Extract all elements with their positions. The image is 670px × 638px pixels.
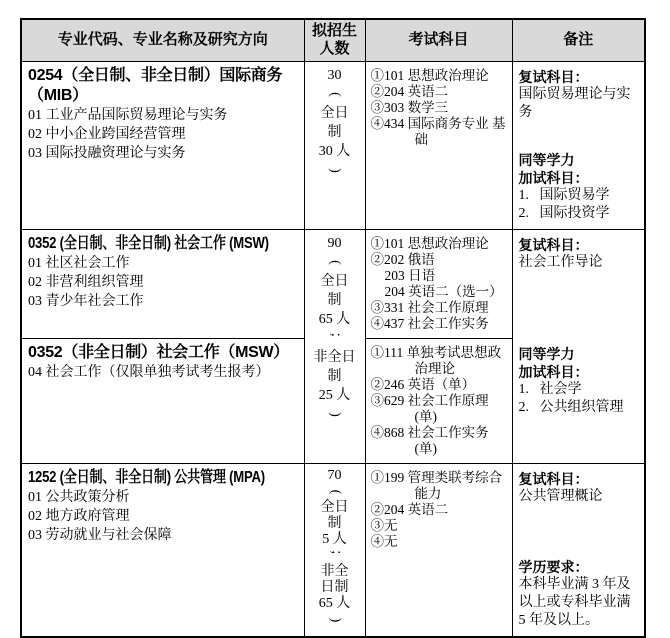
quota-cell-mib <box>304 61 365 229</box>
additional-test-label: 加试科目： <box>518 169 589 186</box>
program-cell-msw <box>21 229 304 338</box>
retest-label: 复试科目： <box>518 236 589 253</box>
program-title-mib: 0254（全日制、非全日制）国际商务（MIB） <box>28 66 283 104</box>
header-exams-column: 考试科目 <box>365 19 512 61</box>
table-header-row <box>21 19 645 61</box>
exam-subject: ③无 <box>370 517 398 533</box>
exam-subject: ②204 英语二 <box>370 83 449 99</box>
quota-line: 全日 <box>320 105 349 121</box>
remarks-cell-mib <box>512 61 645 229</box>
direction-item: 02 地方政府管理 <box>28 508 130 524</box>
direction-item: 02 中小企业跨国经营管理 <box>28 126 186 142</box>
program-title-msw <box>28 234 298 254</box>
exam-subject: ④434 国际商务专业 基础 <box>370 115 506 147</box>
exam-subject: ③629 社会工作原理(单) <box>370 392 489 424</box>
direction-item: 03 国际投融资理论与实务 <box>28 145 186 161</box>
quota-line: 制 <box>327 124 342 140</box>
additional-test-item: 2. 国际投资学 <box>518 205 610 221</box>
program-title-text: 0352 (全日制、非全日制) 社会工作 (MSW) <box>28 234 269 252</box>
exam-subject: ④437 社会工作实务 <box>370 315 489 331</box>
exam-subject: ③331 社会工作原理 <box>370 299 489 315</box>
header-remarks-column: 备注 <box>512 19 645 61</box>
program-cell-mpa <box>21 463 304 637</box>
remarks-cell-mpa <box>512 463 645 637</box>
table-row-mpa <box>21 463 645 637</box>
additional-test-label: 加试科目： <box>518 363 589 380</box>
vertical-paren-open: ( <box>327 91 342 97</box>
exams-cell-mib <box>365 61 512 229</box>
quota-line: 日制 <box>320 579 349 595</box>
education-requirement-text: 本科毕业满 3 年及以上或专科毕业满 5 年及以上。 <box>518 576 634 628</box>
retest-subject: 公共管理概论 <box>518 488 603 504</box>
quota-line: 非全 <box>320 563 349 579</box>
admissions-table <box>20 18 646 638</box>
quota-line: 制 <box>327 368 342 384</box>
exam-subject: ①101 思想政治理论 <box>370 67 489 83</box>
additional-test-item: 1. 社会学 <box>518 381 582 397</box>
direction-item: 03 青少年社会工作 <box>28 293 144 309</box>
direction-item: 02 非营利组织管理 <box>28 274 144 290</box>
vertical-paren-close: ) <box>327 617 343 622</box>
quota-line: 制 <box>327 515 342 531</box>
quota-line: 制 <box>327 292 342 308</box>
exams-cell-msw-parttime <box>365 338 512 463</box>
exam-subject: ②204 英语二 <box>370 501 449 517</box>
vertical-semicolon: ； <box>327 331 342 345</box>
exam-subject: ③303 数学三 <box>370 99 449 115</box>
quota-line: 全日 <box>320 499 349 515</box>
quota-line: 65 人 <box>318 595 351 611</box>
direction-item: 01 社区社会工作 <box>28 255 130 271</box>
exam-subject: ①199 管理类联考综合 能力 <box>370 469 503 501</box>
direction-item: 03 劳动就业与社会保障 <box>28 527 172 543</box>
retest-label: 复试科目： <box>518 470 589 487</box>
program-title-mpa <box>28 468 298 488</box>
education-requirement-label: 学历要求： <box>518 558 589 575</box>
exam-subject-option: 203 日语 <box>384 267 436 283</box>
direction-item: 01 工业产品国际贸易理论与实务 <box>28 107 228 123</box>
retest-label: 复试科目： <box>518 68 589 85</box>
vertical-paren-open: ( <box>327 259 342 265</box>
header-quota-line2: 人数 <box>319 40 350 58</box>
quota-cell-msw <box>304 229 365 463</box>
direction-item: 01 公共政策分析 <box>28 489 130 505</box>
table-row-mib <box>21 61 645 229</box>
program-title-text: 1252 (全日制、非全日制) 公共管理 (MPA) <box>28 468 265 486</box>
vertical-paren-open: ( <box>327 489 343 494</box>
quota-line: 非全日 <box>313 349 356 365</box>
equivalency-label: 同等学力 <box>518 151 575 168</box>
table-row-msw <box>21 229 645 338</box>
quota-total: 30 <box>327 67 342 83</box>
retest-subject: 社会工作导论 <box>518 254 603 270</box>
quota-line: 25 人 <box>318 387 351 403</box>
quota-line: 30 人 <box>318 143 351 159</box>
additional-test-item: 1. 国际贸易学 <box>518 187 610 203</box>
additional-test-item: 2. 公共组织管理 <box>518 399 624 415</box>
equivalency-label: 同等学力 <box>518 345 575 362</box>
exam-subject: ①101 思想政治理论 <box>370 235 489 251</box>
exam-subject: ①111 单独考试思想政治理论 <box>370 344 502 376</box>
remarks-cell-msw <box>512 229 645 463</box>
exam-subject: ②202 俄语 <box>370 251 435 267</box>
quota-line: 5 人 <box>322 531 347 547</box>
quota-total: 90 <box>327 235 342 251</box>
exam-subject: ②246 英语（单） <box>370 376 476 392</box>
exam-subject: ④868 社会工作实务(单) <box>370 424 489 456</box>
direction-item: 04 社会工作（仅限单独考试考生报考） <box>28 364 270 380</box>
vertical-semicolon: ； <box>327 548 343 563</box>
header-program-column: 专业代码、专业名称及研究方向 <box>21 19 304 61</box>
quota-cell-mpa <box>304 463 365 637</box>
vertical-paren-close: ) <box>327 411 342 417</box>
quota-total: 70 <box>327 467 342 483</box>
retest-subject: 国际贸易理论与实务 <box>518 86 631 120</box>
program-cell-mib <box>21 61 304 229</box>
program-cell-msw-parttime <box>21 338 304 463</box>
exam-subject-option: 204 英语二（选一） <box>384 283 503 299</box>
quota-line: 65 人 <box>318 311 351 327</box>
exam-subject: ④无 <box>370 533 398 549</box>
header-quota-line1: 拟招生 <box>311 22 357 40</box>
vertical-paren-close: ) <box>327 167 342 173</box>
header-quota-column <box>304 19 365 61</box>
quota-line: 全日 <box>320 273 349 289</box>
exams-cell-mpa <box>365 463 512 637</box>
program-title-msw-parttime: 0352（非全日制）社会工作（MSW） <box>28 343 289 361</box>
exams-cell-msw <box>365 229 512 338</box>
